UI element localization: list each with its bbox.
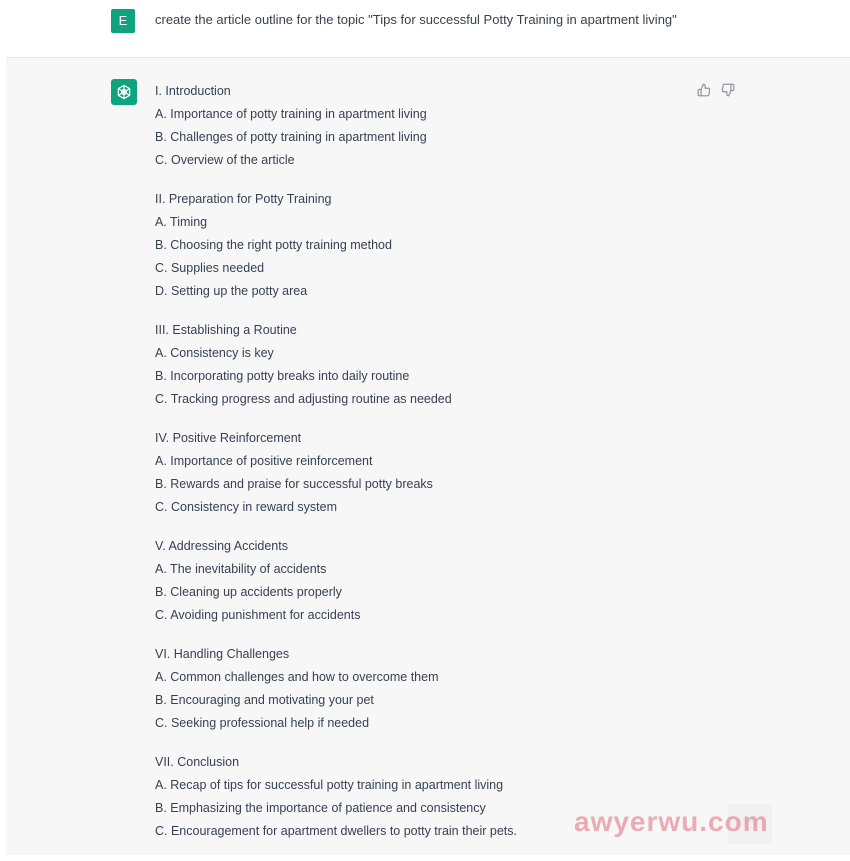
outline-item: C. Avoiding punishment for accidents [155, 608, 361, 622]
outline-item: C. Tracking progress and adjusting routine as needed [155, 392, 452, 406]
assistant-avatar [111, 79, 137, 105]
outline-item: B. Choosing the right potty training method [155, 238, 392, 252]
assistant-message-row [6, 57, 850, 855]
outline-item: C. Overview of the article [155, 153, 295, 167]
outline-section [155, 537, 715, 629]
section-heading: VI. Handling Challenges [155, 647, 290, 661]
outline-item: B. Encouraging and motivating your pet [155, 693, 374, 707]
section-heading: V. Addressing Accidents [155, 539, 288, 553]
outline-section [155, 429, 715, 521]
outline-item: A. Common challenges and how to overcome them [155, 670, 439, 684]
outline-item: A. The inevitability of accidents [155, 562, 327, 576]
thumbs-down-button[interactable] [720, 82, 736, 98]
outline-item: C. Encouragement for apartment dwellers to potty train their pets. [155, 824, 517, 838]
user-message-row [0, 0, 850, 57]
section-heading: I. Introduction [155, 84, 231, 98]
outline-item: C. Consistency in reward system [155, 500, 338, 514]
outline-item: C. Seeking professional help if needed [155, 716, 370, 730]
outline-item: B. Emphasizing the importance of patience and consistency [155, 801, 486, 815]
section-heading: II. Preparation for Potty Training [155, 192, 332, 206]
outline-item: A. Consistency is key [155, 346, 274, 360]
article-outline [155, 82, 715, 861]
user-message-text: create the article outline for the topic "Tips for successful Potty Training in apartment living" [155, 12, 677, 27]
outline-section [155, 321, 715, 413]
watermark: awyerwu.com [574, 806, 769, 837]
outline-section [155, 190, 715, 305]
outline-item: B. Challenges of potty training in apartment living [155, 130, 427, 144]
outline-item: C. Supplies needed [155, 261, 265, 275]
outline-item: A. Timing [155, 215, 208, 229]
user-avatar: E [111, 9, 135, 33]
outline-section [155, 82, 715, 174]
section-heading: IV. Positive Reinforcement [155, 431, 302, 445]
section-heading: III. Establishing a Routine [155, 323, 297, 337]
outline-item: A. Importance of positive reinforcement [155, 454, 373, 468]
openai-logo-icon [115, 83, 133, 101]
outline-item: B. Incorporating potty breaks into daily routine [155, 369, 410, 383]
thumbs-down-icon [721, 83, 735, 97]
outline-item: A. Recap of tips for successful potty training in apartment living [155, 778, 504, 792]
outline-item: D. Setting up the potty area [155, 284, 308, 298]
outline-item: B. Cleaning up accidents properly [155, 585, 342, 599]
section-heading: VII. Conclusion [155, 755, 240, 769]
outline-item: B. Rewards and praise for successful potty breaks [155, 477, 433, 491]
outline-item: A. Importance of potty training in apartment living [155, 107, 427, 121]
outline-section [155, 645, 715, 737]
